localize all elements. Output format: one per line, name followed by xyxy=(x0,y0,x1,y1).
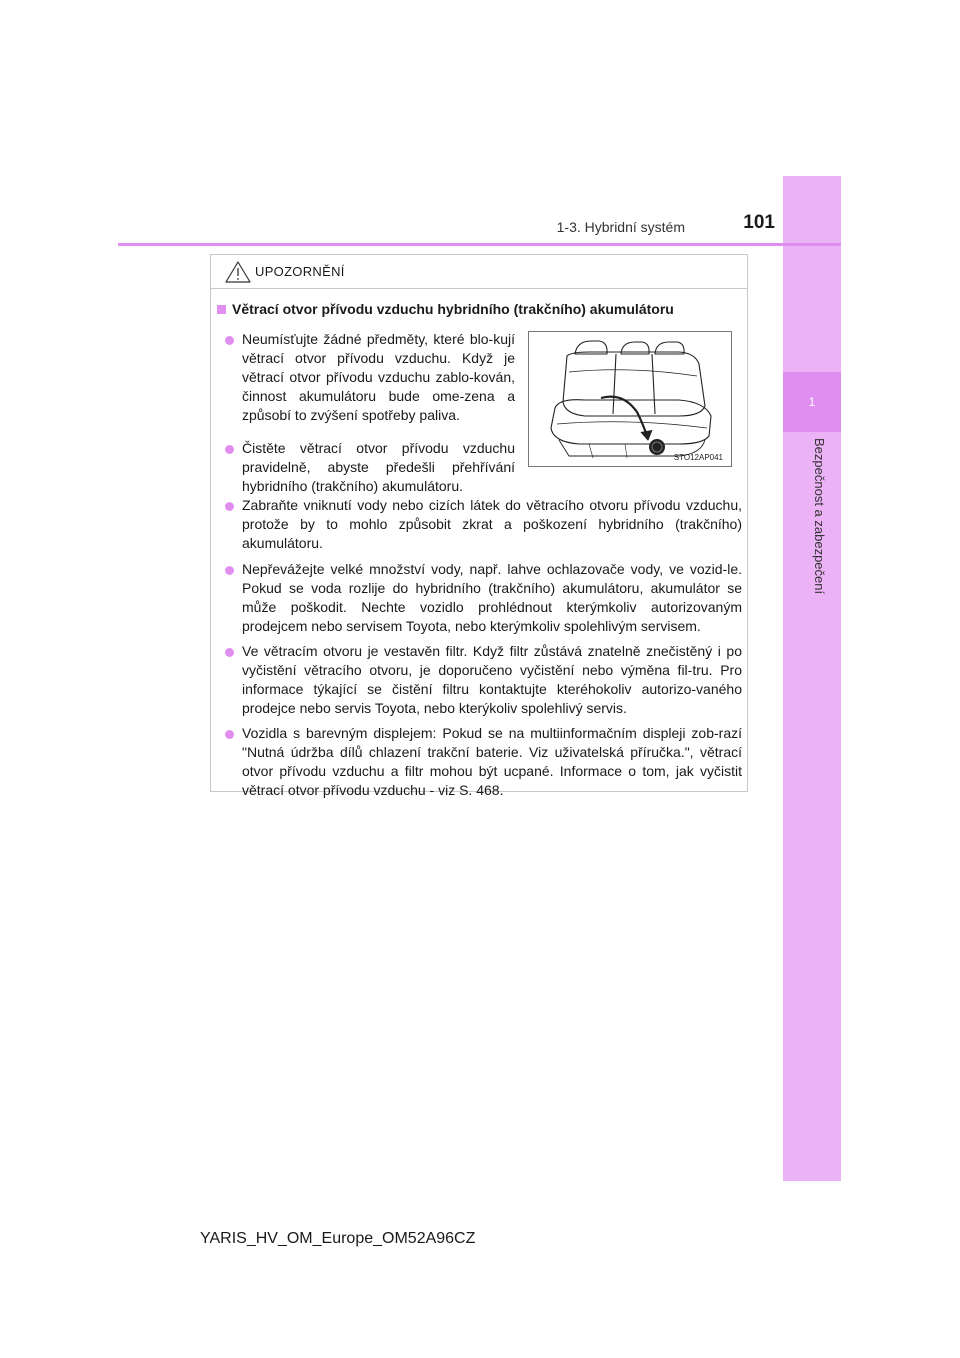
page-number: 101 xyxy=(743,212,775,233)
warning-item: Zabraňte vniknutí vody nebo cizích látek do větracího otvoru přívodu vzduchu, protože by to mohlo způsobit zkrat a poškození hybridního (trakčního) akumulátoru. xyxy=(242,497,742,551)
warning-item: Neumísťujte žádné předměty, které blo-kují větrací otvor přívodu vzduchu. Když je větrací otvor přívodu vzduchu zablo-kován, činnost akumulátoru bude ome-zena a způsobí to zvýšení spotřeby paliva. xyxy=(242,331,515,423)
round-bullet-icon xyxy=(225,730,234,739)
warning-item: Ve větracím otvoru je vestavěn filtr. Když filtr zůstává znatelně znečistěný i po vyčistění větracího otvoru, je doporučeno vyčistění nebo výměna fil-tru. Pro informace týkající se čistění filtru kontaktujte kteréhokoliv autorizo-vaného prodejce nebo servis Toyota, nebo kterýkoliv spolehlivý servis. xyxy=(242,643,742,716)
warning-triangle-icon xyxy=(225,261,251,283)
document-code: YARIS_HV_OM_Europe_OM52A96CZ xyxy=(200,1230,476,1247)
round-bullet-icon xyxy=(225,445,234,454)
warning-item: Nepřevážejte velké množství vody, např. lahve ochlazovače vody, ve vozid-le. Pokud se voda rozlije do hybridního (trakčního) akumulátoru, akumulátor se může poškodit. Nechte vozidlo prohlédnout kterýmkoliv autorizovaným prodejcem nebo servisem Toyota, nebo kterýmkoliv spolehlivým servisem. xyxy=(242,561,742,634)
round-bullet-icon xyxy=(225,566,234,575)
section-title: 1-3. Hybridní systém xyxy=(556,219,685,235)
warning-header xyxy=(211,255,747,289)
round-bullet-icon xyxy=(225,502,234,511)
figure-code: STO12AP041 xyxy=(673,453,723,462)
warning-title: UPOZORNĚNÍ xyxy=(255,264,345,279)
warning-box xyxy=(210,254,748,798)
chapter-side-tab xyxy=(783,176,841,1181)
warning-subheading xyxy=(217,301,674,317)
round-bullet-icon xyxy=(225,648,234,657)
chapter-title: Bezpečnost a zabezpečení xyxy=(812,438,827,595)
warning-item: Čistěte větrací otvor přívodu vzduchu pravidelně, abyste předešli přehřívání hybridního (trakčního) akumulátoru. xyxy=(242,440,515,494)
subheading-text: Větrací otvor přívodu vzduchu hybridního (trakčního) akumulátoru xyxy=(232,301,674,317)
warning-item: Vozidla s barevným displejem: Pokud se na multiinformačním displeji zob-razí "Nutná údržba dílů chlazení trakční baterie. Viz uživatelská příručka.", větrací otvor přívodu vzduchu a filtr mohou být ucpané. Informace o tom, jak vyčistit větrací otvor přívodu vzduchu - viz S. 468. xyxy=(242,725,742,798)
chapter-number: 1 xyxy=(783,372,841,432)
square-bullet-icon xyxy=(217,305,226,314)
round-bullet-icon xyxy=(225,336,234,345)
rear-seat-figure xyxy=(528,331,732,467)
header-rule xyxy=(118,243,841,246)
rear-seat-illustration xyxy=(529,332,731,466)
